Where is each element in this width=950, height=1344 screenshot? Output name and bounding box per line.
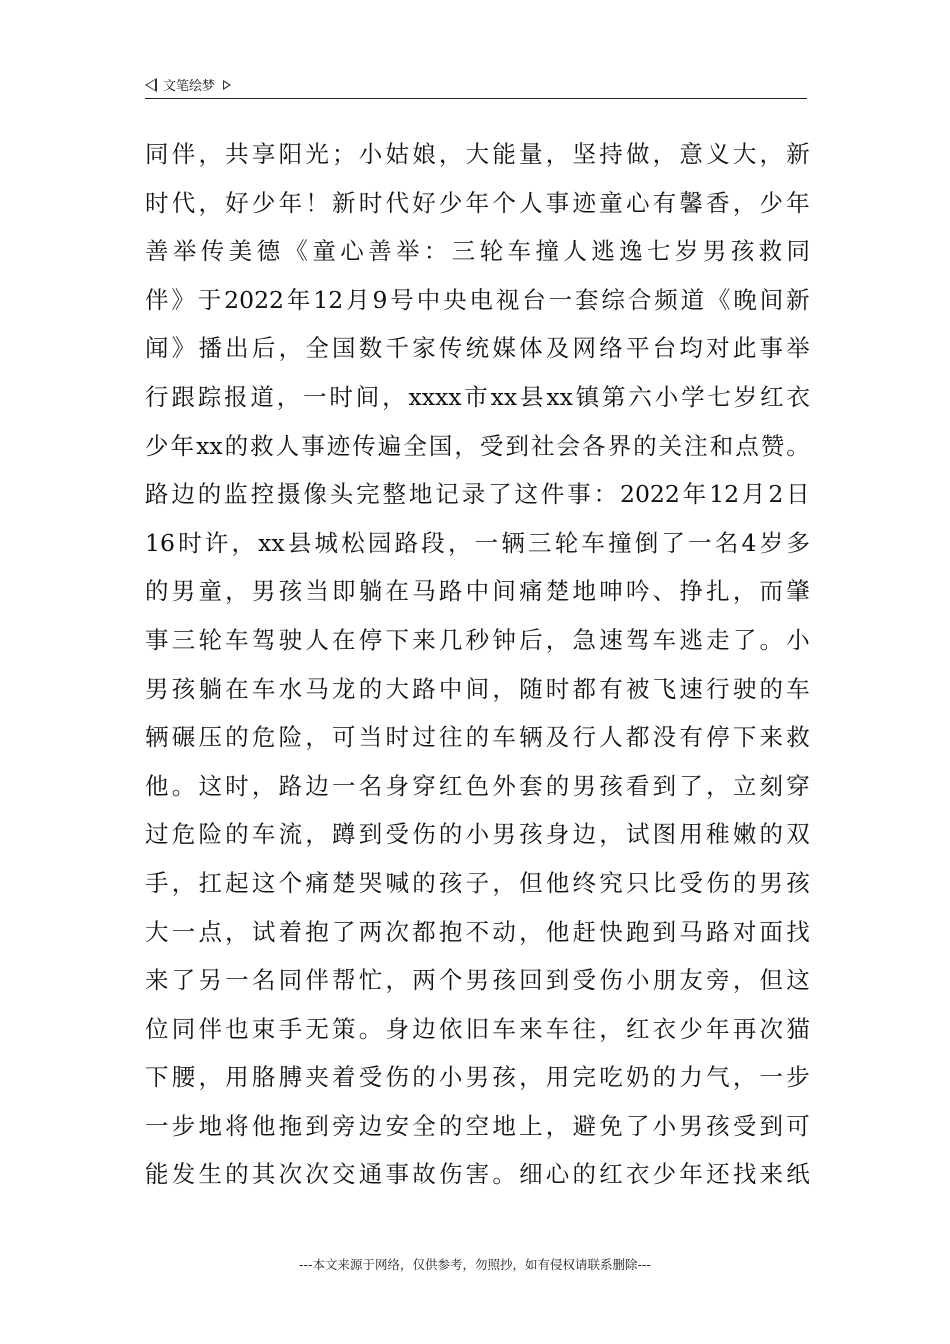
brand-name: 文笔绘梦 bbox=[163, 79, 216, 94]
text-line: 来 了 另 一 名 同 伴 帮 忙 ， 两 个 男 孩 回 到 受 伤 小 朋 友 旁 ， 但 这 bbox=[145, 966, 810, 995]
text-line: 伴 》 于 2022 年 12 月 9 号 中 央 电 视 台 一 套 综 合 频 道 《 晚 间 新 bbox=[145, 285, 810, 314]
text-line: 辆 碾 压 的 危 险 ， 可 当 时 过 往 的 车 辆 及 行 人 都 没 有 停 下 来 救 bbox=[145, 723, 810, 752]
text-line: 路 边 的 监 控 摄 像 头 完 整 地 记 录 了 这 件 事 ： 2022 年 12 月 2 日 bbox=[145, 480, 810, 509]
text-line: 能 发 生 的 其 次 次 交 通 事 故 伤 害 。 细 心 的 红 衣 少 年 还 找 来 纸 bbox=[145, 1160, 810, 1189]
text-line: 男 孩 躺 在 车 水 马 龙 的 大 路 中 间 ， 随 时 都 有 被 飞 速 行 驶 的 车 bbox=[145, 674, 810, 703]
text-line: 手 ， 扛 起 这 个 痛 楚 哭 喊 的 孩 子 ， 但 他 终 究 只 比 受 伤 的 男 孩 bbox=[145, 868, 810, 897]
document-body bbox=[145, 130, 810, 1199]
text-line: 少 年 xx 的 救 人 事 迹 传 遍 全 国 ， 受 到 社 会 各 界 的 关 注 和 点 赞 。 bbox=[145, 431, 810, 460]
page-footer: ---本文来源于网络，仅供参考，勿照抄，如有侵权请联系删除--- bbox=[298, 1257, 652, 1272]
text-line: 他 。 这 时 ， 路 边 一 名 身 穿 红 色 外 套 的 男 孩 看 到 了 ， 立 刻 穿 bbox=[145, 771, 810, 800]
triangle-left-icon bbox=[145, 78, 157, 92]
text-line: 一 步 地 将 他 拖 到 旁 边 安 全 的 空 地 上 ， 避 免 了 小 男 孩 受 到 可 bbox=[145, 1111, 810, 1140]
text-line: 善 举 传 美 德 《 童 心 善 举 ： 三 轮 车 撞 人 逃 逸 七 岁 男 孩 救 同 bbox=[145, 237, 810, 266]
text-line: 过 危 险 的 车 流 ， 蹲 到 受 伤 的 小 男 孩 身 边 ， 试 图 用 稚 嫩 的 双 bbox=[145, 820, 810, 849]
text-line: 同 伴 ， 共 享 阳 光 ； 小 姑 娘 ， 大 能 量 ， 坚 持 做 ， 意 义 大 ， 新 bbox=[145, 140, 810, 168]
header-brand bbox=[145, 75, 231, 94]
text-line: 16 时 许 ， xx 县 城 松 园 路 段 ， 一 辆 三 轮 车 撞 倒 了 一 名 4 岁 多 bbox=[145, 528, 810, 557]
triangle-right-icon bbox=[223, 80, 231, 90]
text-line: 大 一 点 ， 试 着 抱 了 两 次 都 抱 不 动 ， 他 赶 快 跑 到 马 路 对 面 找 bbox=[145, 917, 810, 946]
text-line: 位 同 伴 也 束 手 无 策 。 身 边 依 旧 车 来 车 往 ， 红 衣 少 年 再 次 猫 bbox=[145, 1014, 810, 1043]
text-line: 行 跟 踪 报 道 ， 一 时 间 ， xxxx 市 xx 县 xx 镇 第 六 小 学 七 岁 红 衣 bbox=[145, 382, 810, 411]
text-line: 的 男 童 ， 男 孩 当 即 躺 在 马 路 中 间 痛 楚 地 呻 吟 、 挣 扎 ， 而 肇 bbox=[145, 577, 810, 606]
text-line: 事 三 轮 车 驾 驶 人 在 停 下 来 几 秒 钟 后 ， 急 速 驾 车 逃 走 了 。 小 bbox=[145, 625, 810, 654]
page-header bbox=[145, 72, 807, 99]
text-line: 闻 》 播 出 后 ， 全 国 数 千 家 传 统 媒 体 及 网 络 平 台 均 对 此 事 举 bbox=[145, 334, 810, 363]
text-line: 下 腰 ， 用 胳 膊 夹 着 受 伤 的 小 男 孩 ， 用 完 吃 奶 的 力 气 ， 一 步 bbox=[145, 1063, 810, 1092]
text-line: 时 代 ， 好 少 年 ！ 新 时 代 好 少 年 个 人 事 迹 童 心 有 馨 香 ， 少 年 bbox=[145, 188, 810, 217]
